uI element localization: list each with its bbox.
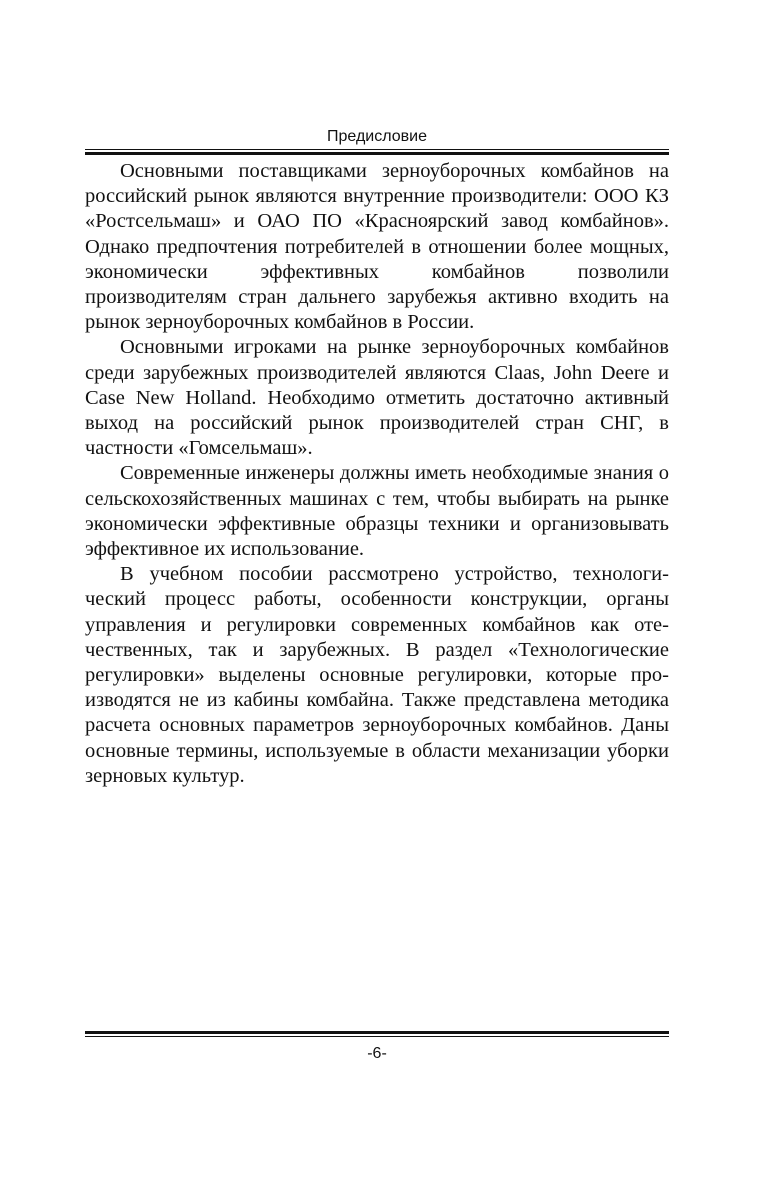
footer-rule-thin — [85, 1036, 669, 1037]
paragraph-1: Основными поставщиками зерноуборочных комбайнов на российский рынок являются внутренние производители: ООО КЗ «Ростсельмаш» и ОАО ПО «Красноярский завод комбайнов». Однако предпочтения потребителей в отношении более мощных, экономически эффективных комбайнов позволили производителям стран дальнего зарубежья активно входить на рынок зерноуборочных комбайнов в России. — [85, 160, 669, 334]
running-head: Предисловие — [327, 128, 427, 145]
header-rule-thick — [85, 152, 669, 155]
body-text — [85, 159, 669, 789]
footer-rule-thick — [85, 1031, 669, 1034]
paragraph-4: В учебном пособии рассмотрено устройство, технологический процесс работы, особенности конструкции, органы управления и регулировки современных комбайнов как отечественных, так и зарубежных. В раздел «Технологические регулировки» выделены основные регулировки, которые производятся не из кабины комбайна. Также представлена методика расчета основных параметров зерноуборочных комбайнов. Даны основные термины, используемые в области механизации уборки зерновых культур. — [85, 563, 669, 787]
paragraph-3: Современные инженеры должны иметь необходимые знания о сельскохозяйственных машинах с тем, чтобы выбирать на рынке экономически эффективные образцы техники и организовывать эффективное их использование. — [85, 462, 669, 561]
paragraph-2: Основными игроками на рынке зерноуборочных комбайнов среди зарубежных производителей являются Claas, John Deere и Case New Holland. Необходимо отметить достаточно активный выход на российский рынок производителей стран СНГ, в частности «Гомсельмаш». — [85, 336, 669, 460]
header-rule-thin — [85, 149, 669, 150]
page-number: -6- — [367, 1045, 387, 1062]
